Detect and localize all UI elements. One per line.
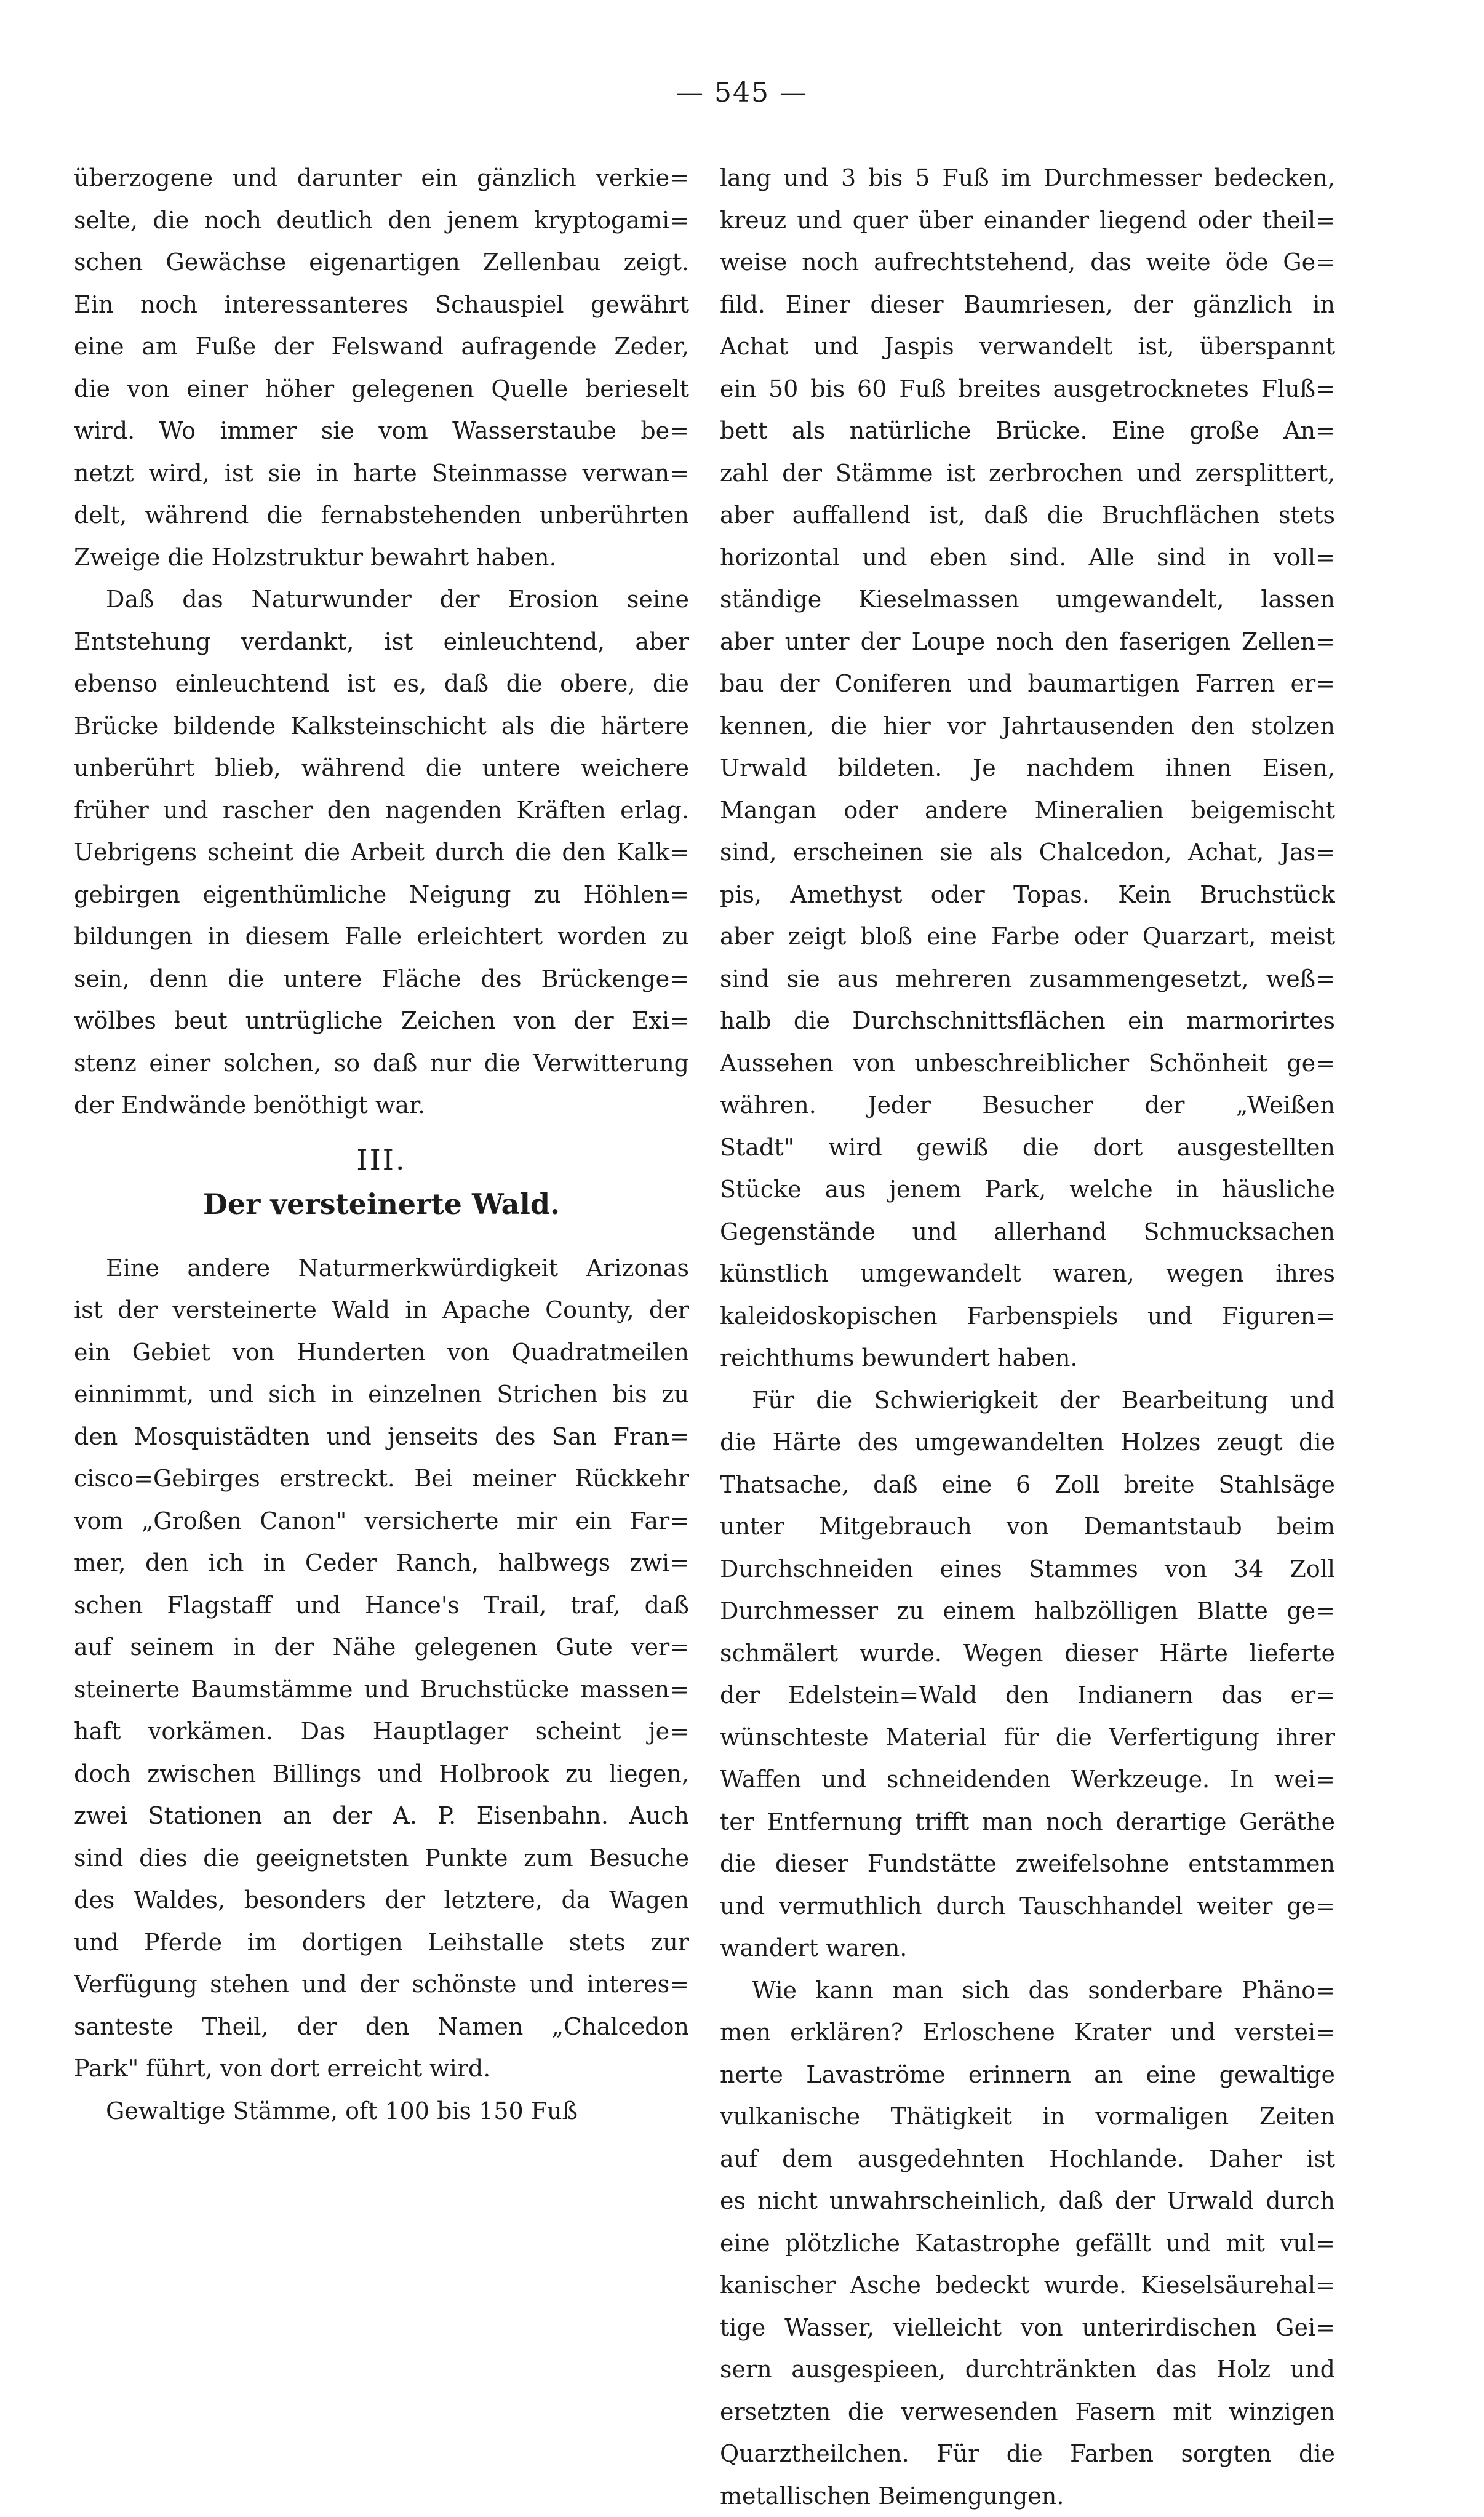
text-line: Stücke aus jenem Park, welche in häusliche — [720, 1168, 1335, 1211]
text-line: zwei Stationen an der A. P. Eisenbahn. Auch — [74, 1795, 689, 1837]
text-line: Quarztheilchen. Für die Farben sorgten die — [720, 2433, 1335, 2475]
text-line: Entstehung verdankt, ist einleuchtend, aber — [74, 621, 689, 663]
text-line: Mangan oder andere Mineralien beigemischt — [720, 789, 1335, 832]
text-line: ersetzten die verwesenden Fasern mit winzigen — [720, 2391, 1335, 2433]
text-line: selte, die noch deutlich den jenem kryptogami= — [74, 199, 689, 242]
text-line: kaleidoskopischen Farbenspiels und Figuren= — [720, 1295, 1335, 1338]
text-line: währen. Jeder Besucher der „Weißen — [720, 1084, 1335, 1127]
paragraph — [74, 157, 689, 578]
text-line: ein 50 bis 60 Fuß breites ausgetrocknetes Fluß= — [720, 368, 1335, 410]
text-line: Thatsache, daß eine 6 Zoll breite Stahlsäge — [720, 1464, 1335, 1506]
text-line: sind, erscheinen sie als Chalcedon, Achat, Jas= — [720, 831, 1335, 874]
text-line: eine am Fuße der Felswand aufragende Zeder, — [74, 325, 689, 368]
text-line: bett als natürliche Brücke. Eine große An= — [720, 410, 1335, 452]
text-line: doch zwischen Billings und Holbrook zu liegen, — [74, 1753, 689, 1795]
text-line: sind sie aus mehreren zusammengesetzt, weß= — [720, 958, 1335, 1000]
text-line: und Pferde im dortigen Leihstalle stets zur — [74, 1921, 689, 1964]
text-line: cisco=Gebirges erstreckt. Bei meiner Rückkehr — [74, 1458, 689, 1500]
text-line: Verfügung stehen und der schönste und interes= — [74, 1963, 689, 2006]
text-line: Urwald bildeten. Je nachdem ihnen Eisen, — [720, 747, 1335, 789]
text-line: haft vorkämen. Das Hauptlager scheint je= — [74, 1710, 689, 1753]
text-line: auf dem ausgedehnten Hochlande. Daher ist — [720, 2138, 1335, 2180]
text-line: wölbes beut untrügliche Zeichen von der Exi= — [74, 1000, 689, 1042]
text-line: tige Wasser, vielleicht von unterirdischen Gei= — [720, 2307, 1335, 2349]
text-line: wandert waren. — [720, 1927, 1335, 1969]
text-line: bildungen in diesem Falle erleichtert worden zu — [74, 915, 689, 958]
text-line: zahl der Stämme ist zerbrochen und zersplittert, — [720, 452, 1335, 495]
text-line: metallischen Beimengungen. — [720, 2475, 1335, 2517]
text-line: Durchmesser zu einem halbzölligen Blatte ge= — [720, 1590, 1335, 1632]
text-line: Zweige die Holzstruktur bewahrt haben. — [74, 537, 689, 579]
text-line: einnimmt, und sich in einzelnen Strichen bis zu — [74, 1373, 689, 1416]
text-line: überzogene und darunter ein gänzlich verkie= — [74, 157, 689, 199]
text-line: ter Entfernung trifft man noch derartige Geräthe — [720, 1801, 1335, 1843]
text-line: Daß das Naturwunder der Erosion seine — [74, 578, 689, 621]
text-line: lang und 3 bis 5 Fuß im Durchmesser bedecken, — [720, 157, 1335, 199]
right-column — [720, 157, 1335, 2517]
text-line: den Mosquistädten und jenseits des San Fran= — [74, 1416, 689, 1458]
text-line: Wie kann man sich das sonderbare Phäno= — [720, 1969, 1335, 2012]
text-line: netzt wird, ist sie in harte Steinmasse verwan= — [74, 452, 689, 495]
text-line: Waffen und schneidenden Werkzeuge. In wei= — [720, 1758, 1335, 1801]
text-line: vulkanische Thätigkeit in vormaligen Zeiten — [720, 2096, 1335, 2138]
text-line: früher und rascher den nagenden Kräften erlag. — [74, 789, 689, 832]
text-line: es nicht unwahrscheinlich, daß der Urwald durch — [720, 2180, 1335, 2222]
text-line: Eine andere Naturmerkwürdigkeit Arizonas — [74, 1247, 689, 1290]
paragraph — [74, 578, 689, 1127]
text-line: Aussehen von unbeschreiblicher Schönheit ge= — [720, 1042, 1335, 1085]
paragraph — [720, 157, 1335, 1379]
text-line: Gewaltige Stämme, oft 100 bis 150 Fuß — [74, 2090, 689, 2132]
text-line: bau der Coniferen und baumartigen Farren er= — [720, 663, 1335, 705]
text-line: aber auffallend ist, daß die Bruchflächen stets — [720, 494, 1335, 537]
text-line: wird. Wo immer sie vom Wasserstaube be= — [74, 410, 689, 452]
text-line: und vermuthlich durch Tauschhandel weiter ge= — [720, 1885, 1335, 1928]
text-line: horizontal und eben sind. Alle sind in voll= — [720, 537, 1335, 579]
text-line: aber zeigt bloß eine Farbe oder Quarzart, meist — [720, 915, 1335, 958]
text-line: steinerte Baumstämme und Bruchstücke massen= — [74, 1669, 689, 1711]
text-line: Achat und Jaspis verwandelt ist, überspannt — [720, 325, 1335, 368]
text-line: pis, Amethyst oder Topas. Kein Bruchstück — [720, 874, 1335, 916]
text-line: aber unter der Loupe noch den faserigen Zellen= — [720, 621, 1335, 663]
text-line: santeste Theil, der den Namen „Chalcedon — [74, 2006, 689, 2048]
text-line: künstlich umgewandelt waren, wegen ihres — [720, 1253, 1335, 1295]
text-line: Brücke bildende Kalksteinschicht als die härtere — [74, 705, 689, 748]
text-line: sern ausgespieen, durchtränkten das Holz und — [720, 2348, 1335, 2391]
text-line: vom „Großen Canon" versicherte mir ein Far= — [74, 1500, 689, 1542]
text-line: des Waldes, besonders der letztere, da Wagen — [74, 1879, 689, 1921]
text-line: Stadt" wird gewiß die dort ausgestellten — [720, 1127, 1335, 1169]
text-line: der Endwände benöthigt war. — [74, 1084, 689, 1127]
paragraph — [74, 1247, 689, 2090]
paragraph — [74, 2090, 689, 2132]
text-line: unberührt blieb, während die untere weichere — [74, 747, 689, 789]
section-numeral: III. — [74, 1138, 689, 1182]
text-line: Uebrigens scheint die Arbeit durch die den Kalk= — [74, 831, 689, 874]
text-line: reichthums bewundert haben. — [720, 1337, 1335, 1379]
text-line: halb die Durchschnittsflächen ein marmorirtes — [720, 1000, 1335, 1042]
text-line: gebirgen eigenthümliche Neigung zu Höhlen= — [74, 874, 689, 916]
text-line: unter Mitgebrauch von Demantstaub beim — [720, 1506, 1335, 1548]
text-line: die von einer höher gelegenen Quelle berieselt — [74, 368, 689, 410]
text-line: auf seinem in der Nähe gelegenen Gute ver= — [74, 1626, 689, 1669]
page-number: — 545 — — [0, 77, 1484, 108]
text-line: Durchschneiden eines Stammes von 34 Zoll — [720, 1548, 1335, 1590]
text-line: weise noch aufrechtstehend, das weite öde Ge= — [720, 241, 1335, 284]
text-line: kanischer Asche bedeckt wurde. Kieselsäurehal= — [720, 2264, 1335, 2307]
text-line: ständige Kieselmassen umgewandelt, lassen — [720, 578, 1335, 621]
text-line: ist der versteinerte Wald in Apache County, der — [74, 1289, 689, 1331]
text-line: wünschteste Material für die Verfertigung ihrer — [720, 1717, 1335, 1759]
text-line: nerte Lavaströme erinnern an eine gewaltige — [720, 2054, 1335, 2096]
text-line: stenz einer solchen, so daß nur die Verwitterung — [74, 1042, 689, 1085]
text-line: sind dies die geeignetsten Punkte zum Besuche — [74, 1837, 689, 1880]
text-line: mer, den ich in Ceder Ranch, halbwegs zwi= — [74, 1542, 689, 1584]
section-title: Der versteinerte Wald. — [74, 1182, 689, 1226]
text-line: ein Gebiet von Hunderten von Quadratmeilen — [74, 1331, 689, 1374]
text-line: sein, denn die untere Fläche des Brückenge= — [74, 958, 689, 1000]
text-line: schmälert wurde. Wegen dieser Härte lieferte — [720, 1632, 1335, 1675]
text-line: Ein noch interessanteres Schauspiel gewährt — [74, 284, 689, 326]
paragraph — [720, 1969, 1335, 2517]
text-line: der Edelstein=Wald den Indianern das er= — [720, 1674, 1335, 1717]
text-line: eine plötzliche Katastrophe gefällt und mit vul= — [720, 2222, 1335, 2265]
left-column — [74, 157, 689, 2132]
text-line: fild. Einer dieser Baumriesen, der gänzlich in — [720, 284, 1335, 326]
text-line: kennen, die hier vor Jahrtausenden den stolzen — [720, 705, 1335, 748]
text-line: schen Gewächse eigenartigen Zellenbau zeigt. — [74, 241, 689, 284]
text-line: kreuz und quer über einander liegend oder theil= — [720, 199, 1335, 242]
text-line: ebenso einleuchtend ist es, daß die obere, die — [74, 663, 689, 705]
text-line: die Härte des umgewandelten Holzes zeugt die — [720, 1421, 1335, 1464]
text-line: Gegenstände und allerhand Schmucksachen — [720, 1211, 1335, 1253]
text-line: Für die Schwierigkeit der Bearbeitung und — [720, 1379, 1335, 1422]
text-line: schen Flagstaff und Hance's Trail, traf, daß — [74, 1584, 689, 1627]
text-line: men erklären? Erloschene Krater und verstei= — [720, 2011, 1335, 2054]
text-line: delt, während die fernabstehenden unberührten — [74, 494, 689, 537]
text-line: die dieser Fundstätte zweifelsohne entstammen — [720, 1843, 1335, 1885]
paragraph — [720, 1379, 1335, 1969]
text-line: Park" führt, von dort erreicht wird. — [74, 2048, 689, 2090]
